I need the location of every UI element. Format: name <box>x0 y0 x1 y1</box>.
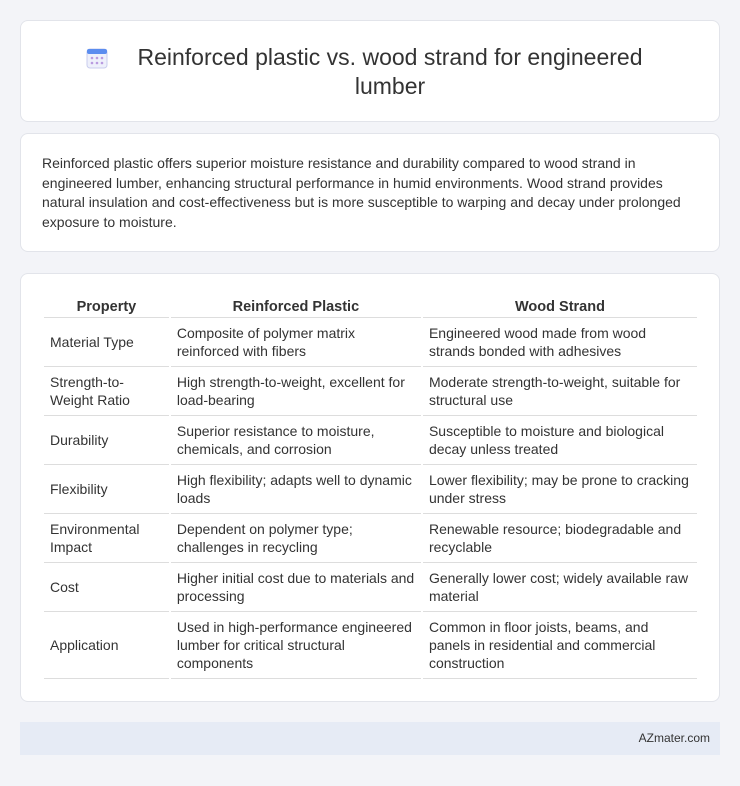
table-cell: Strength-to-Weight Ratio <box>44 367 169 416</box>
table-cell: Renewable resource; biodegradable and recyclable <box>423 514 697 563</box>
table-cell: Durability <box>44 416 169 465</box>
footer-bar <box>20 722 720 755</box>
table-cell: Moderate strength-to-weight, suitable for structural use <box>423 367 697 416</box>
title-card <box>20 20 720 122</box>
table-cell: Common in floor joists, beams, and panels in residential and commercial construction <box>423 612 697 679</box>
table-row <box>44 612 697 679</box>
table-cell: Flexibility <box>44 465 169 514</box>
table-cell: Lower flexibility; may be prone to cracking under stress <box>423 465 697 514</box>
table-cell: Superior resistance to moisture, chemicals, and corrosion <box>171 416 421 465</box>
table-cell: Material Type <box>44 318 169 367</box>
footer-site-link[interactable]: AZmater.com <box>638 731 710 745</box>
table-cell: High flexibility; adapts well to dynamic loads <box>171 465 421 514</box>
table-cell: Engineered wood made from wood strands bonded with adhesives <box>423 318 697 367</box>
summary-text: Reinforced plastic offers superior moisture resistance and durability compared to wood strand in engineered lumber, enhancing structural performance in humid environments. Wood strand provides natural insulation and cost-effectiveness but is more susceptible to warping and decay under prolonged exposure to moisture. <box>42 155 681 230</box>
table-row <box>44 318 697 367</box>
table-row <box>44 465 697 514</box>
table-cell: Application <box>44 612 169 679</box>
table-cell: Dependent on polymer type; challenges in recycling <box>171 514 421 563</box>
table-cell: Composite of polymer matrix reinforced with fibers <box>171 318 421 367</box>
column-header: Reinforced Plastic <box>171 296 421 318</box>
table-cell: Cost <box>44 563 169 612</box>
table-header-row <box>44 296 697 318</box>
table-cell: Used in high-performance engineered lumber for critical structural components <box>171 612 421 679</box>
comparison-table <box>42 296 699 679</box>
table-cell: Higher initial cost due to materials and processing <box>171 563 421 612</box>
column-header: Property <box>44 296 169 318</box>
comparison-card <box>20 273 720 702</box>
column-header: Wood Strand <box>423 296 697 318</box>
table-cell: Generally lower cost; widely available raw material <box>423 563 697 612</box>
table-row <box>44 514 697 563</box>
table-cell: High strength-to-weight, excellent for load-bearing <box>171 367 421 416</box>
table-row <box>44 367 697 416</box>
table-row <box>44 416 697 465</box>
table-cell: Environmental Impact <box>44 514 169 563</box>
table-row <box>44 563 697 612</box>
page-title: Reinforced plastic vs. wood strand for engineered lumber <box>137 44 643 99</box>
summary-card <box>20 133 720 252</box>
table-cell: Susceptible to moisture and biological decay unless treated <box>423 416 697 465</box>
